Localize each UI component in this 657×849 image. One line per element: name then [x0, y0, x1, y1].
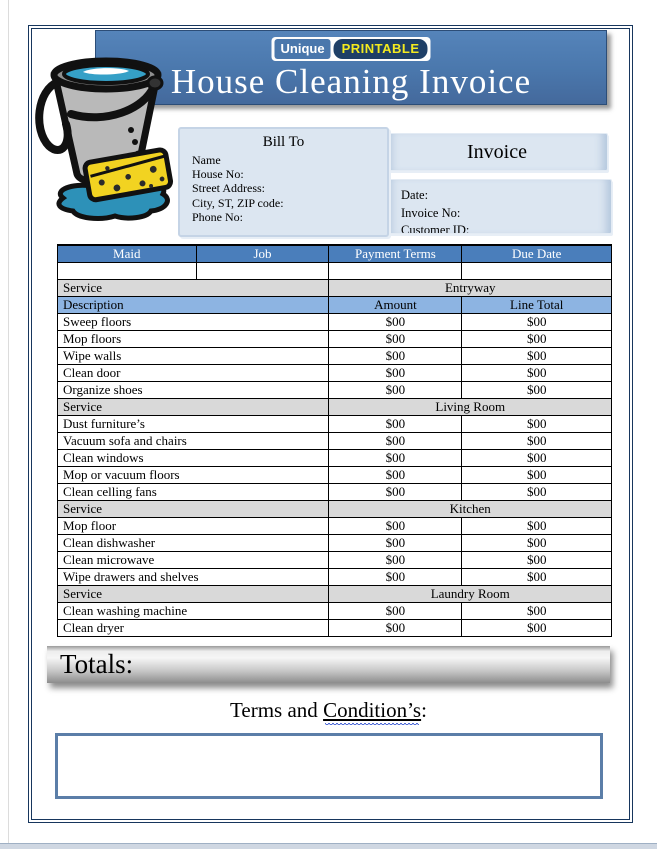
- terms-heading-suffix: :: [421, 698, 427, 722]
- job-input-cell[interactable]: [196, 263, 329, 280]
- logo-unique-label: Unique: [275, 39, 331, 59]
- bill-to-field-city[interactable]: City, ST, ZIP code:: [192, 195, 284, 210]
- task-row: [58, 602, 612, 619]
- amount-cell[interactable]: $00: [329, 568, 462, 585]
- task-desc-cell: Clean dishwasher: [58, 534, 329, 551]
- bill-to-title: Bill To: [262, 134, 305, 150]
- task-desc-cell: Clean microwave: [58, 551, 329, 568]
- terms-heading-underlined: Condition’s: [323, 698, 422, 722]
- due-date-input-cell[interactable]: [462, 263, 612, 280]
- amount-cell[interactable]: $00: [329, 602, 462, 619]
- invoice-details-panel: [386, 179, 612, 234]
- task-desc-cell: Organize shoes: [58, 381, 329, 398]
- column-header-maid: Maid: [58, 245, 197, 263]
- line-total-cell[interactable]: $00: [462, 415, 612, 432]
- task-row: [58, 313, 612, 330]
- line-total-cell[interactable]: $00: [462, 449, 612, 466]
- line-total-cell[interactable]: $00: [462, 619, 612, 636]
- task-desc-cell: Mop floors: [58, 330, 329, 347]
- task-row: [58, 415, 612, 432]
- task-desc-cell: Wipe drawers and shelves: [58, 568, 329, 585]
- invoice-field-customer-id[interactable]: Customer ID:: [401, 223, 470, 234]
- amount-cell[interactable]: $00: [329, 449, 462, 466]
- bill-to-panel: [178, 127, 389, 237]
- line-total-cell[interactable]: $00: [462, 313, 612, 330]
- room-name-cell: Entryway: [329, 279, 612, 296]
- line-total-cell[interactable]: $00: [462, 381, 612, 398]
- line-total-cell[interactable]: $00: [462, 432, 612, 449]
- task-row: [58, 449, 612, 466]
- task-row: [58, 381, 612, 398]
- task-desc-cell: Sweep floors: [58, 313, 329, 330]
- bill-to-field-street[interactable]: Street Address:: [192, 181, 265, 196]
- description-header-cell: Description: [58, 296, 329, 313]
- service-label-cell: Service: [58, 585, 329, 602]
- amount-cell[interactable]: $00: [329, 330, 462, 347]
- task-row: [58, 432, 612, 449]
- brand-logo: [272, 37, 431, 61]
- payment-terms-input-cell[interactable]: [329, 263, 462, 280]
- amount-cell[interactable]: $00: [329, 517, 462, 534]
- line-total-cell[interactable]: $00: [462, 568, 612, 585]
- totals-label: Totals:: [60, 649, 134, 679]
- task-desc-cell: Dust furniture’s: [58, 415, 329, 432]
- task-desc-cell: Mop or vacuum floors: [58, 466, 329, 483]
- line-total-cell[interactable]: $00: [462, 364, 612, 381]
- room-name-cell: Laundry Room: [329, 585, 612, 602]
- invoice-field-date[interactable]: Date:: [401, 188, 429, 202]
- column-header-due-date: Due Date: [462, 245, 612, 263]
- bill-to-field-house-no[interactable]: House No:: [192, 167, 244, 182]
- service-table-body: [58, 263, 612, 637]
- task-desc-cell: Clean windows: [58, 449, 329, 466]
- service-section-row: [58, 279, 612, 296]
- room-name-cell: Kitchen: [329, 500, 612, 517]
- task-row: [58, 483, 612, 500]
- task-row: [58, 347, 612, 364]
- task-desc-cell: Mop floor: [58, 517, 329, 534]
- totals-bar: [47, 646, 610, 683]
- invoice-title: Invoice: [386, 133, 608, 171]
- task-row: [58, 568, 612, 585]
- service-label-cell: Service: [58, 398, 329, 415]
- service-label-cell: Service: [58, 279, 329, 296]
- invoice-field-number[interactable]: Invoice No:: [401, 205, 461, 220]
- line-total-cell[interactable]: $00: [462, 551, 612, 568]
- column-header-payment-terms: Payment Terms: [329, 245, 462, 263]
- amount-cell[interactable]: $00: [329, 381, 462, 398]
- bucket-sponge-image: [25, 46, 185, 246]
- line-total-cell[interactable]: $00: [462, 602, 612, 619]
- line-total-cell[interactable]: $00: [462, 517, 612, 534]
- maid-input-cell[interactable]: [58, 263, 197, 280]
- table-header-row: [58, 245, 612, 263]
- bill-to-field-name[interactable]: Name: [192, 153, 221, 167]
- amount-cell[interactable]: $00: [329, 534, 462, 551]
- amount-cell[interactable]: $00: [329, 619, 462, 636]
- bottom-strip: [0, 843, 657, 849]
- task-row: [58, 364, 612, 381]
- task-desc-cell: Clean celling fans: [58, 483, 329, 500]
- terms-heading: [0, 698, 657, 723]
- page-title: House Cleaning Invoice: [170, 62, 532, 101]
- task-row: [58, 330, 612, 347]
- service-section-row: [58, 500, 612, 517]
- task-desc-cell: Vacuum sofa and chairs: [58, 432, 329, 449]
- room-name-cell: Living Room: [329, 398, 612, 415]
- task-desc-cell: Clean door: [58, 364, 329, 381]
- task-row: [58, 517, 612, 534]
- amount-cell[interactable]: $00: [329, 432, 462, 449]
- amount-cell[interactable]: $00: [329, 551, 462, 568]
- task-row: [58, 619, 612, 636]
- task-desc-cell: Wipe walls: [58, 347, 329, 364]
- amount-cell[interactable]: $00: [329, 313, 462, 330]
- table-input-row: [58, 263, 612, 280]
- amount-cell[interactable]: $00: [329, 347, 462, 364]
- task-row: [58, 534, 612, 551]
- line-total-cell[interactable]: $00: [462, 534, 612, 551]
- service-label-cell: Service: [58, 500, 329, 517]
- service-table: [57, 244, 612, 637]
- line-total-cell[interactable]: $00: [462, 330, 612, 347]
- terms-heading-prefix: Terms and: [230, 698, 324, 722]
- description-header-row: [58, 296, 612, 313]
- amount-header-cell: Amount: [329, 296, 462, 313]
- task-desc-cell: Clean washing machine: [58, 602, 329, 619]
- bill-to-field-phone[interactable]: Phone No:: [192, 209, 243, 224]
- task-row: [58, 466, 612, 483]
- amount-cell[interactable]: $00: [329, 483, 462, 500]
- terms-input-box[interactable]: [55, 733, 603, 799]
- amount-cell[interactable]: $00: [329, 364, 462, 381]
- amount-cell[interactable]: $00: [329, 466, 462, 483]
- amount-cell[interactable]: $00: [329, 415, 462, 432]
- service-section-row: [58, 398, 612, 415]
- logo-printable-label: PRINTABLE: [334, 39, 428, 59]
- line-total-cell[interactable]: $00: [462, 347, 612, 364]
- line-total-cell[interactable]: $00: [462, 483, 612, 500]
- line-total-header-cell: Line Total: [462, 296, 612, 313]
- task-desc-cell: Clean dryer: [58, 619, 329, 636]
- task-row: [58, 551, 612, 568]
- column-header-job: Job: [196, 245, 329, 263]
- service-section-row: [58, 585, 612, 602]
- line-total-cell[interactable]: $00: [462, 466, 612, 483]
